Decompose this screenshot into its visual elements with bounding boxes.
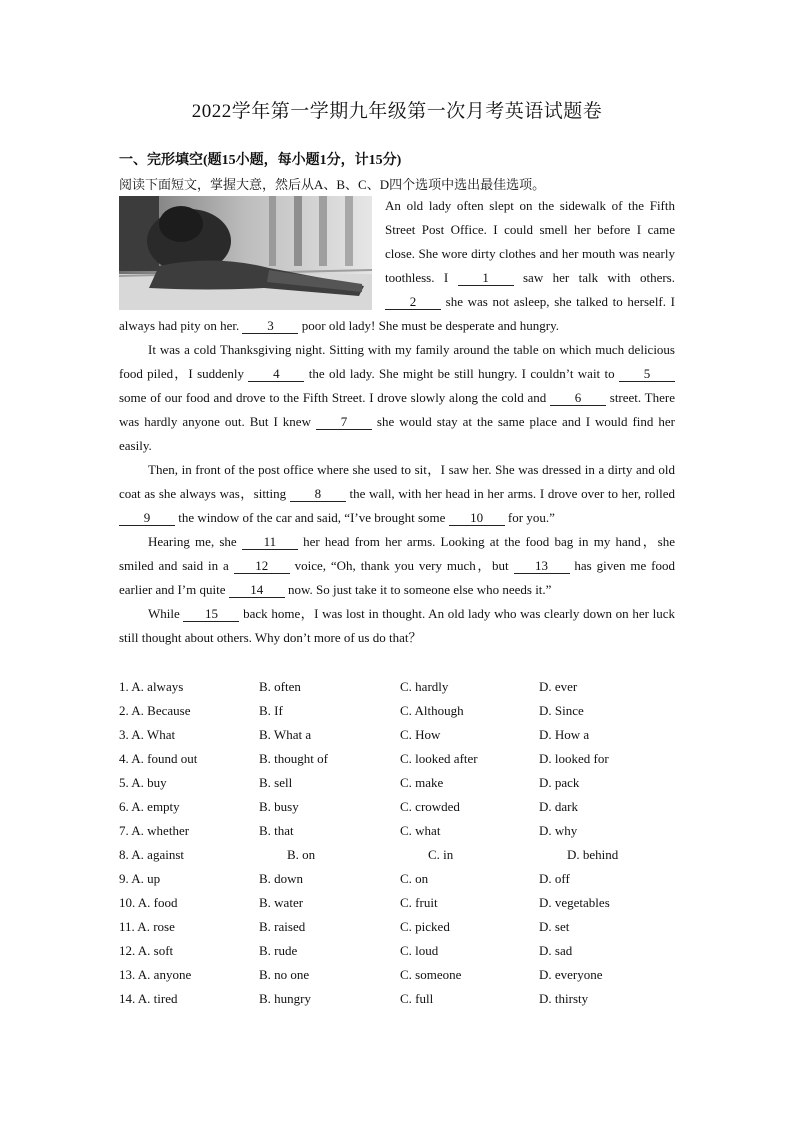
option-c[interactable]: C. in — [428, 847, 454, 862]
option-row — [119, 772, 719, 796]
option-b[interactable]: B. If — [259, 703, 283, 718]
reading-passage — [119, 194, 675, 650]
option-b[interactable]: B. busy — [259, 799, 299, 814]
passage-text: the window of the car and said, “I’ve brought some — [175, 510, 449, 525]
option-row — [119, 676, 719, 700]
option-c[interactable]: C. hardly — [400, 679, 449, 694]
passage-paragraph — [119, 194, 675, 338]
option-d[interactable]: D. behind — [567, 847, 619, 862]
option-b[interactable]: B. no one — [259, 967, 310, 982]
option-d[interactable]: D. set — [539, 919, 570, 934]
option-c[interactable]: C. full — [400, 991, 434, 1006]
option-a[interactable]: 2. A. Because — [119, 703, 191, 718]
option-c[interactable]: C. picked — [400, 919, 450, 934]
option-row — [119, 940, 719, 964]
option-b[interactable]: B. water — [259, 895, 304, 910]
option-b[interactable]: B. on — [287, 847, 316, 862]
option-row — [119, 916, 719, 940]
passage-text: saw her talk with others. — [513, 270, 675, 285]
option-b[interactable]: B. raised — [259, 919, 306, 934]
answer-options — [119, 676, 719, 1012]
option-d[interactable]: D. thirsty — [539, 991, 589, 1006]
passage-text: While — [148, 606, 184, 621]
option-d[interactable]: D. ever — [539, 679, 578, 694]
option-d[interactable]: D. vegetables — [539, 895, 610, 910]
passage-text: poor old lady! She must be desperate and hungry. — [298, 318, 560, 333]
passage-text: street. There was hardly anyone out. But I knew — [119, 390, 675, 429]
option-d[interactable]: D. sad — [539, 943, 573, 958]
passage-text: her head from her arms. Looking at the food bag in my hand，she smiled and said in a — [119, 534, 675, 573]
option-c[interactable]: C. crowded — [400, 799, 460, 814]
option-c[interactable]: C. Although — [400, 703, 464, 718]
exam-title: 2022学年第一学期九年级第一次月考英语试题卷 — [191, 101, 603, 122]
option-b[interactable]: B. sell — [259, 775, 293, 790]
option-row — [119, 892, 719, 916]
passage-text: for you.” — [504, 510, 555, 525]
option-row — [119, 964, 719, 988]
option-a[interactable]: 9. A. up — [119, 871, 161, 886]
blank-11[interactable]: 11 — [242, 534, 298, 550]
option-b[interactable]: B. hungry — [259, 991, 311, 1006]
option-a[interactable]: 11. A. rose — [119, 919, 175, 934]
option-b[interactable]: B. down — [259, 871, 304, 886]
option-a[interactable]: 10. A. food — [119, 895, 178, 910]
passage-text: has given me food earlier and I’m quite — [119, 558, 675, 597]
passage-paragraph — [119, 530, 675, 602]
option-row — [119, 796, 719, 820]
option-b[interactable]: B. thought of — [259, 751, 328, 766]
option-a[interactable]: 12. A. soft — [119, 943, 174, 958]
passage-paragraph — [119, 602, 675, 650]
passage-paragraph — [119, 458, 675, 530]
blank-12[interactable]: 12 — [234, 558, 290, 574]
passage-paragraph — [119, 338, 675, 458]
option-c[interactable]: C. on — [400, 871, 429, 886]
option-a[interactable]: 6. A. empty — [119, 799, 180, 814]
option-d[interactable]: D. everyone — [539, 967, 603, 982]
blank-2[interactable]: 2 — [385, 294, 441, 310]
option-d[interactable]: D. pack — [539, 775, 580, 790]
option-d[interactable]: D. why — [539, 823, 578, 838]
blank-15[interactable]: 15 — [183, 606, 239, 622]
option-a[interactable]: 1. A. always — [119, 679, 184, 694]
option-d[interactable]: D. dark — [539, 799, 578, 814]
passage-text: the old lady. She might be still hungry. I couldn’t wait to — [304, 366, 619, 381]
passage-text: now. So just take it to someone else who needs it.” — [284, 582, 552, 597]
option-a[interactable]: 5. A. buy — [119, 775, 167, 790]
option-c[interactable]: C. loud — [400, 943, 439, 958]
option-b[interactable]: B. rude — [259, 943, 298, 958]
option-b[interactable]: B. that — [259, 823, 294, 838]
option-b[interactable]: B. What a — [259, 727, 312, 742]
blank-13[interactable]: 13 — [514, 558, 570, 574]
blank-3[interactable]: 3 — [242, 318, 298, 334]
section-heading: 一、完形填空(题15小题，每小题1分，计15分) — [119, 153, 402, 168]
blank-9[interactable]: 9 — [119, 510, 175, 526]
option-row — [119, 868, 719, 892]
passage-text: Then, in front of the post office where she used to sit，I saw her. She was dressed in a dirty and old coat as she always was，sitting — [119, 462, 675, 501]
passage-text: the wall, with her head in her arms. I drove over to her, rolled — [345, 486, 675, 501]
option-d[interactable]: D. How a — [539, 727, 590, 742]
option-c[interactable]: C. someone — [400, 967, 462, 982]
blank-8[interactable]: 8 — [290, 486, 346, 502]
option-a[interactable]: 14. A. tired — [119, 991, 178, 1006]
passage-text: An old lady often slept on the sidewalk of the Fifth Street Post Office. I could smell her before I came close. She wore dirty clothes and her mouth was nearly toothless. I — [385, 198, 675, 285]
passage-text: she was not asleep, she talked to herself. I always had pity on her. — [119, 294, 675, 333]
blank-5[interactable]: 5 — [619, 366, 675, 382]
blank-14[interactable]: 14 — [229, 582, 285, 598]
option-a[interactable]: 3. A. What — [119, 727, 176, 742]
option-c[interactable]: C. looked after — [400, 751, 478, 766]
option-d[interactable]: D. Since — [539, 703, 584, 718]
option-row — [119, 820, 719, 844]
option-a[interactable]: 13. A. anyone — [119, 967, 192, 982]
blank-4[interactable]: 4 — [248, 366, 304, 382]
option-c[interactable]: C. fruit — [400, 895, 438, 910]
option-c[interactable]: C. How — [400, 727, 441, 742]
blank-7[interactable]: 7 — [316, 414, 372, 430]
option-d[interactable]: D. looked for — [539, 751, 609, 766]
passage-text: back home，I was lost in thought. An old lady who was clearly down on her luck still thought about others. Why don’t more of us do that？ — [119, 606, 676, 645]
option-row — [119, 988, 719, 1012]
instructions: 阅读下面短文，掌握大意，然后从A、B、C、D四个选项中选出最佳选项。 — [119, 177, 546, 192]
option-c[interactable]: C. make — [400, 775, 444, 790]
passage-text: It was a cold Thanksgiving night. Sitting with my family around the table on which much delicious food piled，I suddenly — [119, 342, 675, 381]
option-row — [119, 700, 719, 724]
option-a[interactable]: 4. A. found out — [119, 751, 198, 766]
option-d[interactable]: D. off — [539, 871, 570, 886]
option-a[interactable]: 7. A. whether — [119, 823, 190, 838]
passage-text: voice, “Oh, thank you very much，but — [289, 558, 514, 573]
blank-10[interactable]: 10 — [449, 510, 505, 526]
option-row — [119, 844, 719, 868]
blank-6[interactable]: 6 — [550, 390, 606, 406]
blank-1[interactable]: 1 — [458, 270, 514, 286]
option-c[interactable]: C. what — [400, 823, 441, 838]
passage-text: some of our food and drove to the Fifth Street. I drove slowly along the cold and — [119, 390, 550, 405]
option-a[interactable]: 8. A. against — [119, 847, 184, 862]
option-row — [119, 748, 719, 772]
option-b[interactable]: B. often — [259, 679, 301, 694]
passage-text: Hearing me, she — [148, 534, 242, 549]
passage-text: she would stay at the same place and I would find her easily. — [119, 414, 675, 453]
option-row — [119, 724, 719, 748]
